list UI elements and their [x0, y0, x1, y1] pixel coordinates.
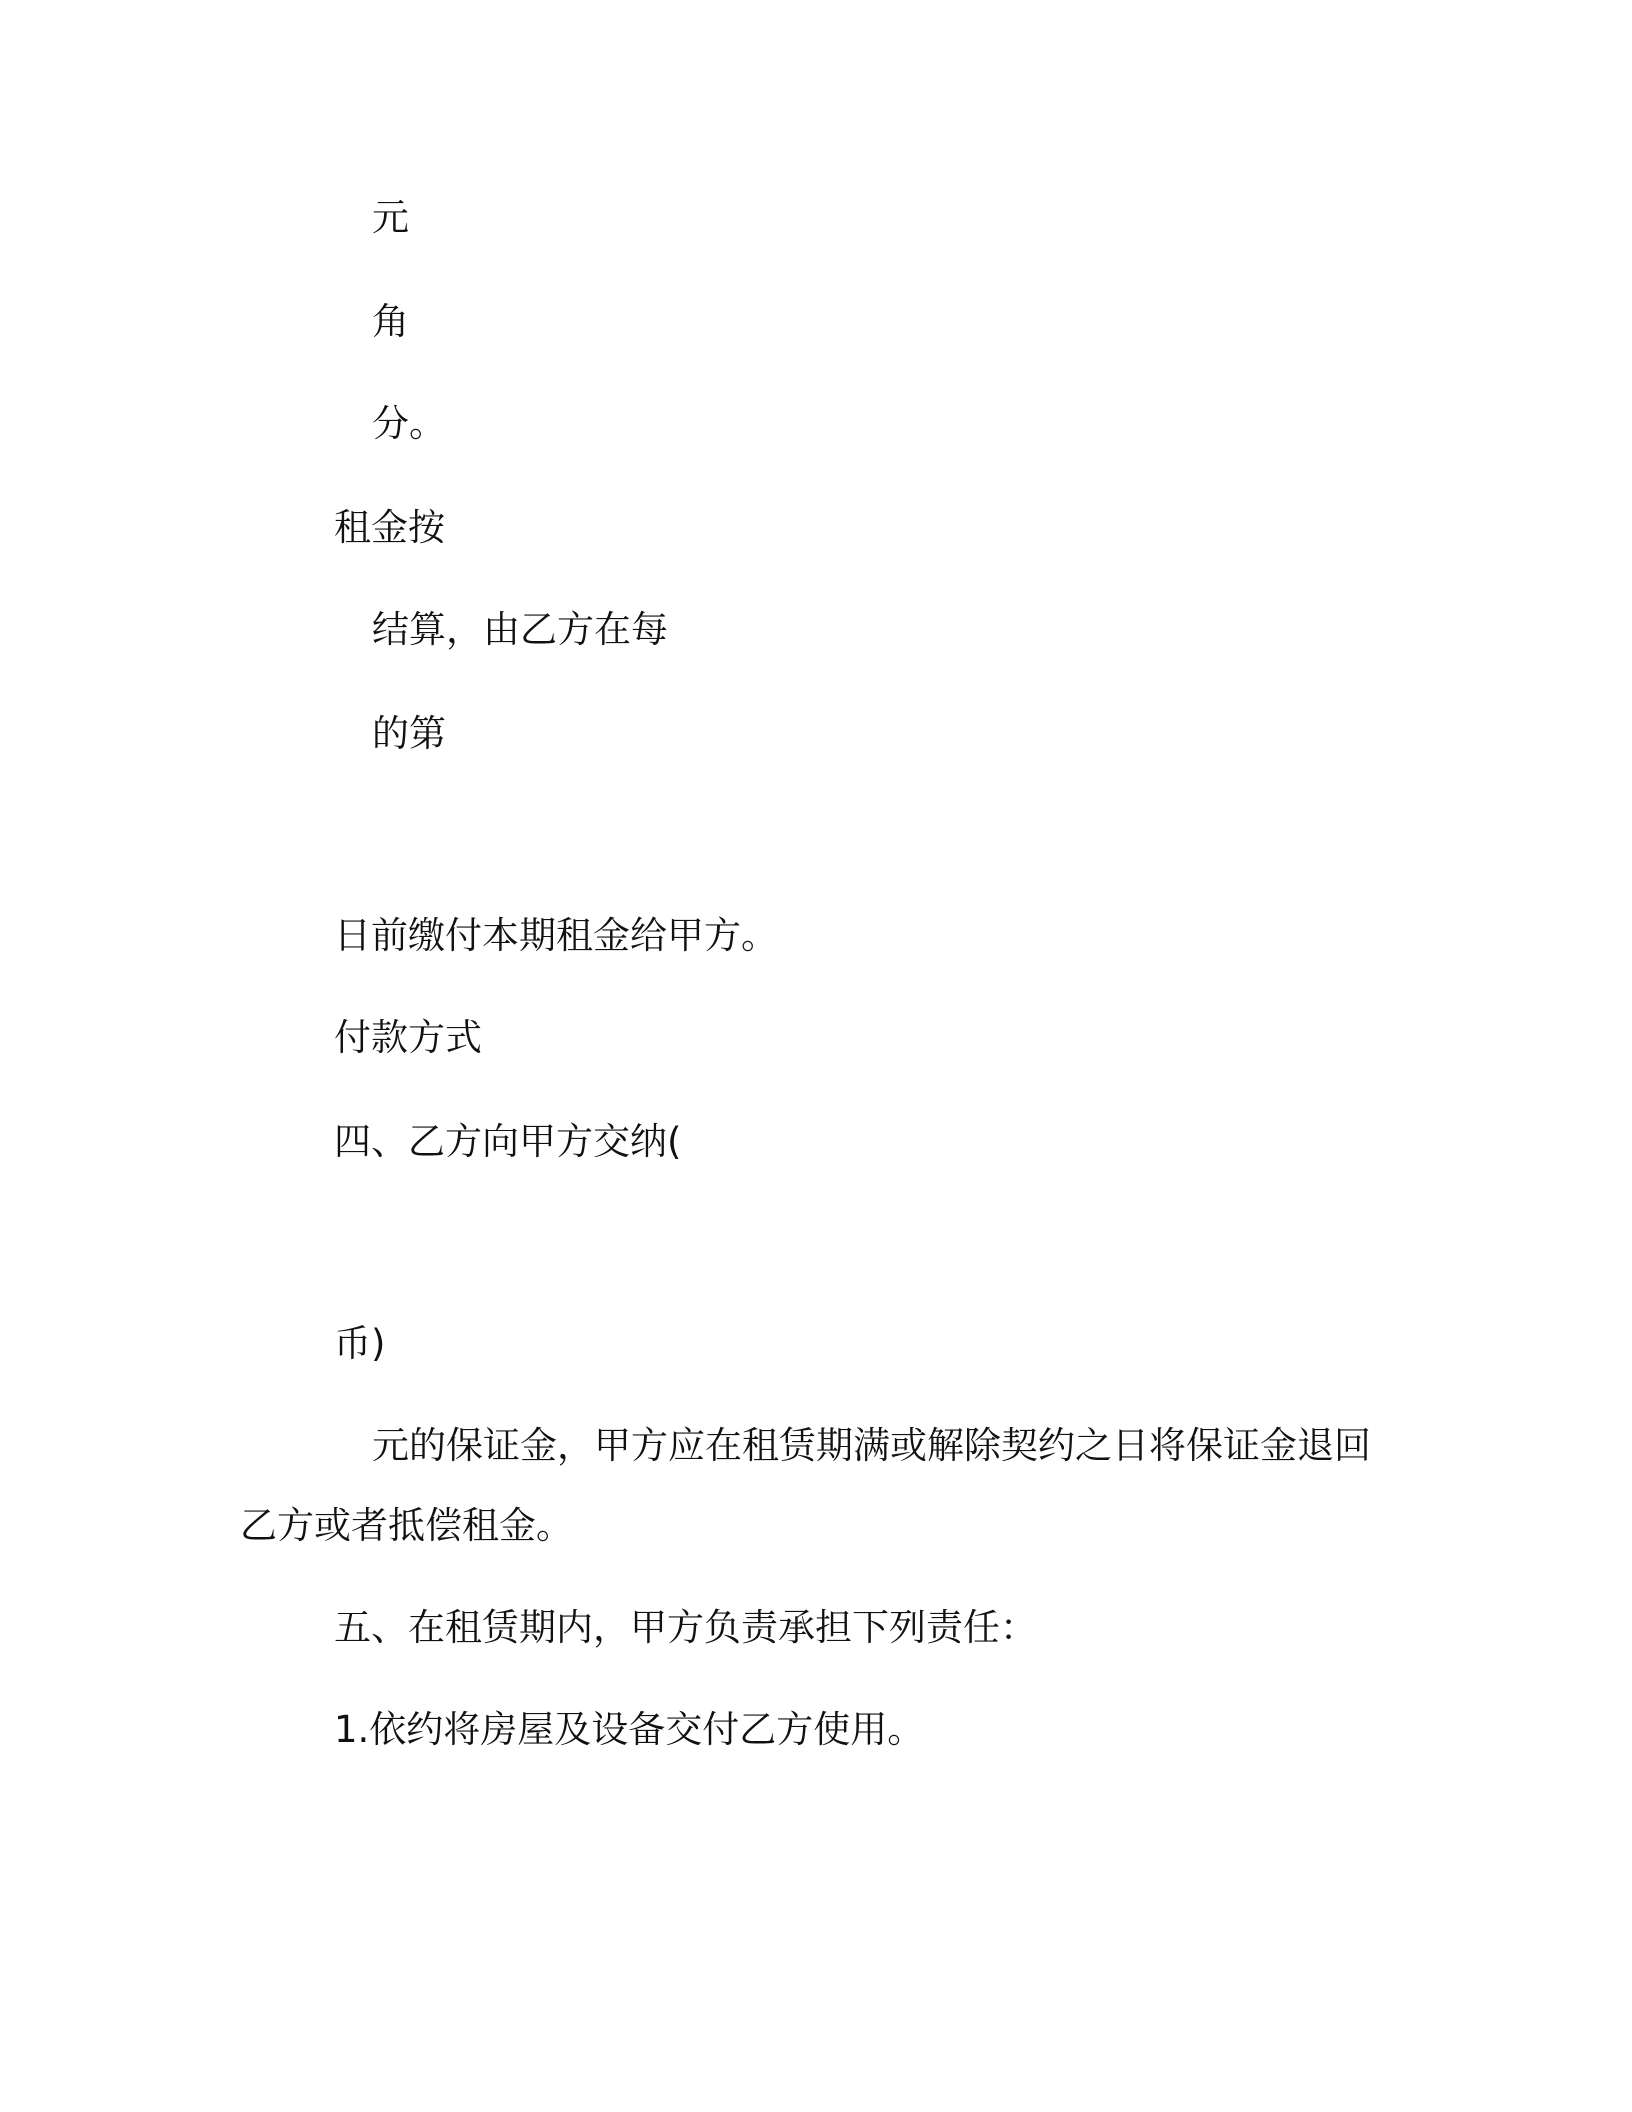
- clause-5-item-1: 1.依约将房屋及设备交付乙方使用。: [334, 1708, 925, 1751]
- text-line-yuan: 元: [372, 196, 409, 239]
- text-line-fen: 分。: [372, 402, 446, 445]
- clause-5-heading: 五、在租赁期内，甲方负责承担下列责任：: [334, 1606, 1037, 1649]
- text-line-jiao: 角: [372, 300, 409, 343]
- text-line-settlement: 结算，由乙方在每: [372, 608, 668, 651]
- clause-4-heading: 四、乙方向甲方交纳(: [334, 1120, 682, 1163]
- text-line-deposit: 元的保证金，甲方应在租赁期满或解除契约之日将保证金退回: [372, 1424, 1371, 1467]
- text-line-pay-before-day: 日前缴付本期租金给甲方。: [334, 914, 778, 957]
- text-line-rent-by: 租金按: [334, 506, 445, 549]
- text-line-payment-method: 付款方式: [334, 1016, 482, 1059]
- text-line-currency: 币): [334, 1322, 386, 1365]
- text-line-deposit-cont: 乙方或者抵偿租金。: [240, 1504, 573, 1547]
- text-line-ordinal: 的第: [372, 712, 446, 755]
